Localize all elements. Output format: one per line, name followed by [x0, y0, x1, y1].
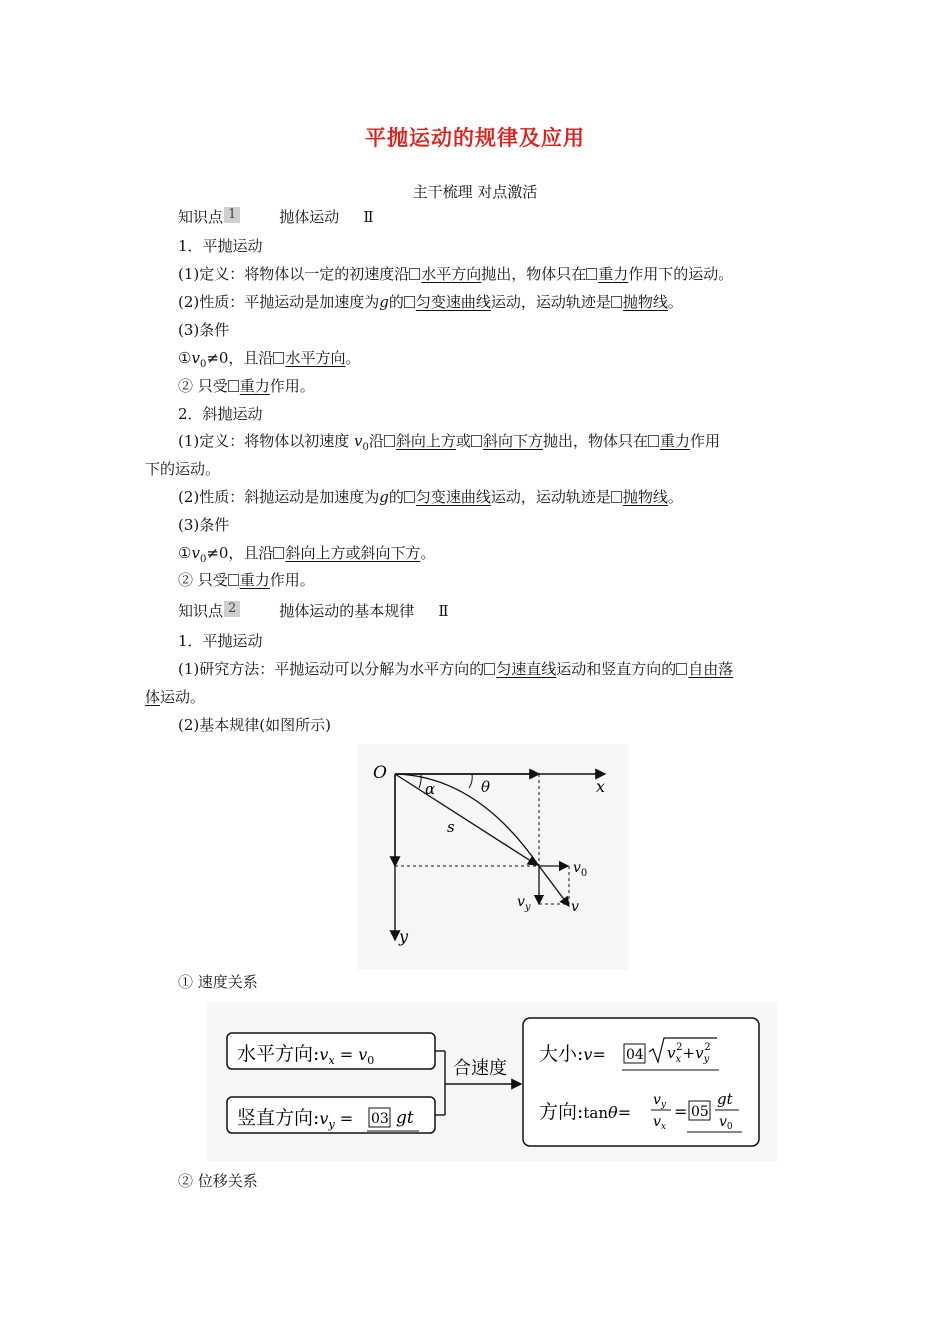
s1-property — [178, 292, 683, 312]
text-span: ≠0，且沿 — [206, 544, 274, 562]
blank-04-number: 04 — [626, 1047, 644, 1063]
blank-answer — [409, 265, 481, 283]
vx-symbol: v — [667, 1044, 676, 1062]
blank-box — [228, 574, 239, 586]
s3-method — [178, 659, 733, 679]
s2-heading: 2．斜抛运动 — [178, 405, 263, 423]
answer-text: 体 — [145, 688, 161, 706]
symbol-g: g — [379, 293, 389, 311]
vy-symbol: v — [517, 894, 525, 910]
blank-answer — [648, 432, 690, 450]
answer-text: 匀速直线 — [496, 660, 557, 678]
kp1-prefix: 知识点 — [178, 208, 224, 226]
text-span: ≠0，且沿 — [206, 349, 274, 367]
knowledge-point-2-header — [178, 601, 449, 621]
blank-answer — [404, 488, 491, 506]
s2-property — [178, 487, 683, 507]
kp1-level: Ⅱ — [363, 208, 374, 226]
text-span: 运动和竖直方向的 — [556, 660, 677, 678]
text-span: 运动，运动轨迹是 — [490, 293, 611, 311]
answer-text: 斜向上方或斜向下方 — [285, 544, 421, 562]
blank-box — [484, 663, 495, 675]
blank-answer — [384, 432, 456, 450]
s2-condition-2 — [178, 570, 315, 590]
velocity-relation-label: ① 速度关系 — [178, 973, 258, 991]
square-1: 2 — [676, 1042, 683, 1053]
text-span: 作用。 — [269, 377, 315, 395]
answer-text: 抛物线 — [622, 488, 668, 506]
kp2-prefix: 知识点 — [178, 602, 224, 620]
s3-heading: 1．平抛运动 — [178, 632, 263, 650]
text-span: 沿 — [368, 432, 384, 450]
blank-box — [611, 296, 622, 308]
y-label: y — [399, 927, 409, 946]
text-span: 抛出，物体只在 — [481, 265, 587, 283]
symbol-v: v — [191, 349, 200, 367]
tan-text: tan — [583, 1104, 609, 1122]
blank-box — [273, 352, 284, 364]
displacement-relation-label: ② 位移关系 — [178, 1172, 258, 1190]
text-span: 作用。 — [269, 571, 315, 589]
equals-sign: = — [617, 1103, 632, 1122]
text-span: 作用 — [689, 432, 720, 450]
answer-text: 斜向上方 — [395, 432, 456, 450]
origin-label: O — [373, 763, 387, 783]
theta-symbol: θ — [608, 1103, 618, 1122]
answer-text: 抛物线 — [622, 293, 668, 311]
theta-label: θ — [481, 778, 491, 796]
s2-definition-continued: 下的运动。 — [145, 460, 221, 478]
vy-symbol: v — [653, 1092, 661, 1108]
v0-subscript: 0 — [580, 868, 588, 879]
answer-text: 水平方向 — [421, 265, 482, 283]
blank-box — [384, 435, 395, 447]
text-span: 作用下的运动。 — [628, 265, 734, 283]
v0-subscript: 0 — [367, 1054, 375, 1067]
equals-sign: = — [592, 1045, 606, 1064]
blank-box — [586, 268, 597, 280]
plus-sign: + — [682, 1044, 696, 1062]
v0-symbol: v — [573, 860, 581, 876]
blank-box — [471, 435, 482, 447]
combine-label: 合速度 — [453, 1058, 507, 1079]
text-span: (2)性质：斜抛运动是加速度为 — [178, 488, 380, 506]
s1-definition — [178, 264, 733, 284]
vy-answer-gt: gt — [396, 1108, 414, 1128]
answer-text: 自由落 — [688, 660, 734, 678]
text-span: 运动。 — [160, 688, 206, 706]
text-span: (1)定义：将物体以一定的初速度沿 — [178, 265, 410, 283]
text-span: 运动，运动轨迹是 — [490, 488, 611, 506]
blank-box — [404, 491, 415, 503]
vy-subscript: y — [660, 1100, 667, 1110]
s3-law: (2)基本规律(如图所示) — [178, 716, 331, 734]
s-label: s — [447, 818, 455, 836]
s3-method-continued — [145, 687, 205, 707]
v0-subscript: 0 — [726, 1122, 733, 1132]
symbol-g: g — [379, 488, 389, 506]
text-span: 。 — [345, 349, 361, 367]
kp2-topic: 抛体运动的基本规律 — [279, 602, 415, 620]
blank-box — [409, 268, 420, 280]
vy-symbol: v — [319, 1109, 329, 1128]
text-span: ① — [178, 544, 192, 562]
text-span: (1)定义：将物体以初速度 — [178, 432, 355, 450]
symbol-v: v — [354, 432, 363, 450]
answer-text: 斜向下方 — [482, 432, 543, 450]
kp2-level: Ⅱ — [438, 602, 449, 620]
text-span: ② 只受 — [178, 377, 228, 395]
text-span: ② 只受 — [178, 571, 228, 589]
blank-box — [228, 380, 239, 392]
text-span: (1)研究方法：平抛运动可以分解为水平方向的 — [178, 660, 485, 678]
kp1-topic: 抛体运动 — [279, 208, 340, 226]
vertical-label: 竖直方向: — [237, 1107, 320, 1129]
knowledge-point-1-header — [178, 207, 374, 227]
horizontal-label: 水平方向: — [237, 1043, 320, 1065]
blank-answer — [471, 432, 543, 450]
blank-box — [648, 435, 659, 447]
s2-definition — [178, 431, 720, 458]
text-span: 。 — [667, 488, 683, 506]
s1-condition-1 — [178, 348, 360, 375]
vx-symbol: v — [319, 1045, 329, 1064]
blank-answer — [228, 571, 270, 589]
answer-numerator-gt: gt — [717, 1090, 733, 1108]
blank-answer — [676, 660, 733, 678]
answer-text: 水平方向 — [285, 349, 346, 367]
answer-text: 重力 — [598, 265, 629, 283]
alpha-label: α — [425, 780, 436, 798]
kp2-number-badge: 2 — [224, 601, 240, 617]
v-label: v — [571, 899, 579, 915]
vy-subscript: y — [703, 1054, 710, 1065]
blank-box — [611, 491, 622, 503]
blank-03-number: 03 — [371, 1111, 389, 1127]
direction-expression — [539, 1101, 631, 1123]
text-span: 的 — [388, 293, 404, 311]
answer-text: 重力 — [659, 432, 690, 450]
vertical-expression — [237, 1107, 353, 1131]
blank-answer — [273, 544, 420, 562]
subscript: 0 — [199, 359, 207, 370]
section-subtitle: 主干梳理 对点激活 — [412, 183, 538, 201]
blank-box — [404, 296, 415, 308]
text-span: 的 — [388, 488, 404, 506]
equals-sign: = — [334, 1045, 359, 1064]
kp1-number-badge: 1 — [224, 207, 240, 223]
velocity-relation-diagram — [207, 1002, 777, 1162]
equals-sign-2: = — [674, 1102, 688, 1121]
v0-symbol: v — [719, 1114, 727, 1130]
blank-answer — [484, 660, 556, 678]
s1-condition-heading: (3)条件 — [178, 321, 230, 339]
size-label: 大小: — [539, 1043, 584, 1065]
vy-subscript: y — [328, 1118, 335, 1131]
x-label: x — [596, 777, 606, 796]
direction-label: 方向: — [539, 1101, 584, 1123]
horizontal-expression — [237, 1043, 374, 1067]
equals-sign: = — [334, 1109, 354, 1128]
answer-text: 重力 — [239, 571, 270, 589]
square-2: 2 — [704, 1042, 711, 1053]
s1-condition-2 — [178, 376, 315, 396]
blank-answer — [611, 488, 668, 506]
answer-text: 匀变速曲线 — [415, 488, 491, 506]
symbol-v: v — [191, 544, 200, 562]
sqrt-radicand — [667, 1042, 711, 1065]
vx-subscript: x — [328, 1054, 335, 1067]
answer-text: 重力 — [239, 377, 270, 395]
blank-box — [676, 663, 687, 675]
text-span: 。 — [667, 293, 683, 311]
blank-answer — [611, 293, 668, 311]
blank-answer — [404, 293, 491, 311]
blank-answer — [228, 377, 270, 395]
page-title: 平抛运动的规律及应用 — [365, 125, 585, 150]
vx-subscript: x — [675, 1054, 682, 1065]
s2-condition-1 — [178, 543, 435, 570]
answer-text: 匀变速曲线 — [415, 293, 491, 311]
s1-heading: 1．平抛运动 — [178, 237, 263, 255]
size-expression — [539, 1043, 606, 1065]
figure-background — [357, 744, 629, 970]
vy-subscript: y — [524, 902, 531, 913]
projectile-motion-figure — [357, 744, 629, 970]
subscript: 0 — [362, 442, 369, 453]
s2-condition-heading: (3)条件 — [178, 516, 230, 534]
subscript: 0 — [199, 554, 207, 565]
v0-symbol: v — [358, 1045, 368, 1064]
text-span: 或 — [455, 432, 471, 450]
blank-box — [273, 547, 284, 559]
vx-symbol: v — [653, 1114, 661, 1130]
blank-answer — [586, 265, 628, 283]
vx-subscript: x — [660, 1122, 666, 1132]
text-span: 抛出，物体只在 — [542, 432, 648, 450]
v-symbol: v — [583, 1045, 593, 1064]
blank-05-number: 05 — [691, 1104, 709, 1120]
blank-answer — [273, 349, 345, 367]
vy-symbol: v — [695, 1044, 704, 1062]
text-span: ① — [178, 349, 192, 367]
text-span: 。 — [420, 544, 436, 562]
text-span: (2)性质：平抛运动是加速度为 — [178, 293, 380, 311]
